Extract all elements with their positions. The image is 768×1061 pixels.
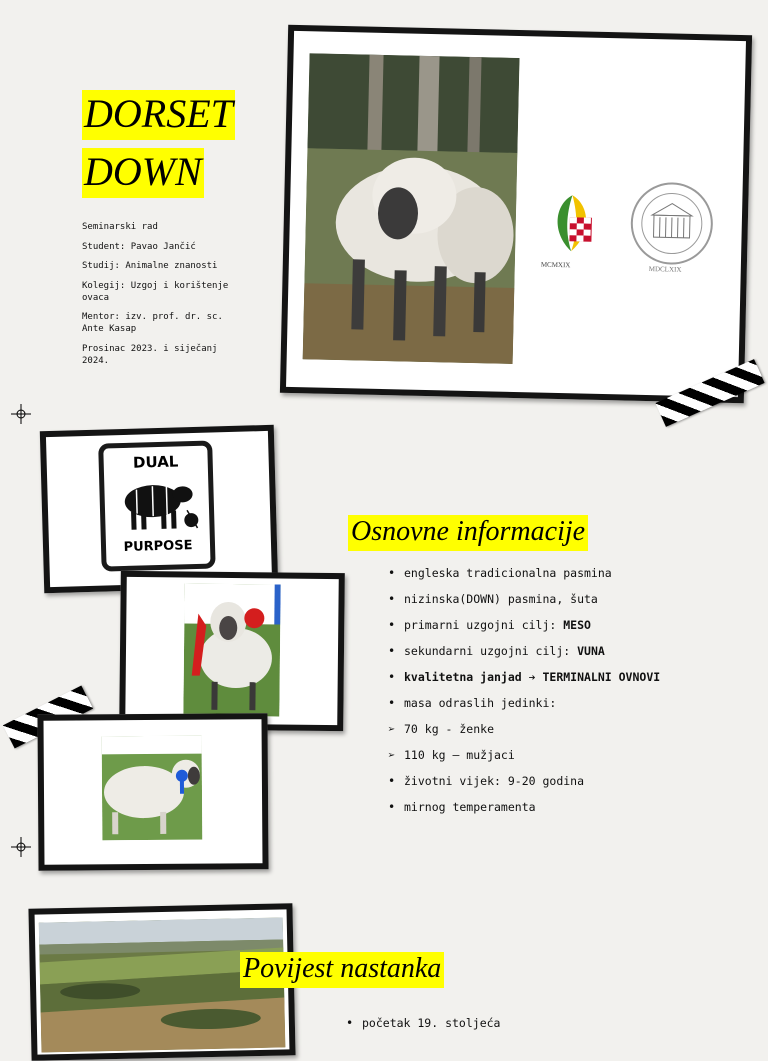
list-item — [388, 742, 748, 768]
list-item — [388, 690, 748, 716]
sheep-silhouette-icon — [114, 476, 202, 534]
list-item — [388, 768, 748, 794]
list-item-bold: kvalitetna janjad ➔ TERMINALNI OVNOVI — [404, 670, 660, 684]
list-item-text: sekundarni uzgojni cilj: — [404, 644, 577, 658]
meta-line-student: Student: Pavao Jančić — [82, 242, 242, 254]
uni-seal-year: MDCLXIX — [649, 265, 682, 274]
list-item — [388, 560, 748, 586]
list-marker: • — [346, 1016, 362, 1030]
section-title-history: Povijest nastanka — [240, 952, 444, 988]
agronomski-fakultet-logo — [525, 176, 619, 270]
list-item — [388, 612, 748, 638]
list-item-text: primarni uzgojni cilj: — [404, 618, 563, 632]
list-marker: • — [388, 670, 404, 684]
list-marker: • — [388, 592, 404, 606]
dorset-sheep-photo — [303, 53, 520, 364]
list-marker: • — [388, 774, 404, 788]
cover-photo-frame — [280, 25, 752, 403]
list-item — [388, 716, 748, 742]
university-zagreb-seal — [629, 181, 715, 267]
title-line-2: DOWN — [82, 148, 204, 198]
list-item-text: 110 kg – mužjaci — [404, 748, 515, 762]
section-title-basic-info: Osnovne informacije — [348, 515, 588, 551]
meta-line-study: Studij: Animalne znanosti — [82, 261, 242, 273]
purpose-label: PURPOSE — [106, 538, 210, 556]
list-marker: • — [388, 696, 404, 710]
agro-logo-year: MCMXIX — [541, 261, 571, 270]
title-line-1: DORSET — [82, 90, 235, 140]
dual-purpose-frame — [40, 425, 278, 593]
list-item-bold: VUNA — [577, 644, 605, 658]
sheep-blue-rosette-photo — [102, 736, 203, 841]
rosette-photo-frame — [119, 571, 345, 731]
list-item-bold: MESO — [563, 618, 591, 632]
list-marker: ➢ — [388, 748, 404, 762]
list-marker: • — [388, 566, 404, 580]
list-item-text: početak 19. stoljeća — [362, 1016, 500, 1030]
meta-line-course: Kolegij: Uzgoj i korištenje ovaca — [82, 281, 242, 304]
list-item — [388, 664, 748, 690]
meta-line-mentor: Mentor: izv. prof. dr. sc. Ante Kasap — [82, 312, 242, 335]
history-first-item — [346, 1016, 500, 1030]
meta-line-date: Prosinac 2023. i siječanj 2024. — [82, 344, 242, 367]
sheep-red-rosette-photo — [183, 584, 280, 717]
list-item — [388, 794, 748, 820]
list-marker: ➢ — [388, 722, 404, 736]
list-marker: • — [388, 618, 404, 632]
list-item-text: engleska tradicionalna pasmina — [404, 566, 612, 580]
meta-info — [82, 222, 242, 367]
dual-purpose-badge — [98, 440, 216, 571]
list-item-text: masa odraslih jedinki: — [404, 696, 556, 710]
list-marker: • — [388, 800, 404, 814]
crosshair-icon — [11, 837, 31, 857]
list-item-text: nizinska(DOWN) pasmina, šuta — [404, 592, 598, 606]
list-item-text: životni vijek: 9-20 godina — [404, 774, 584, 788]
list-item-text: mirnog temperamenta — [404, 800, 536, 814]
dual-label: DUAL — [103, 452, 207, 473]
basic-info-list — [388, 560, 748, 820]
blue-rosette-photo-frame — [37, 713, 268, 871]
list-item — [388, 638, 748, 664]
list-marker: • — [388, 644, 404, 658]
list-item-text: 70 kg - ženke — [404, 722, 494, 736]
list-item — [388, 586, 748, 612]
meta-line-type: Seminarski rad — [82, 222, 242, 234]
title-block — [82, 90, 235, 198]
crosshair-icon — [11, 404, 31, 424]
